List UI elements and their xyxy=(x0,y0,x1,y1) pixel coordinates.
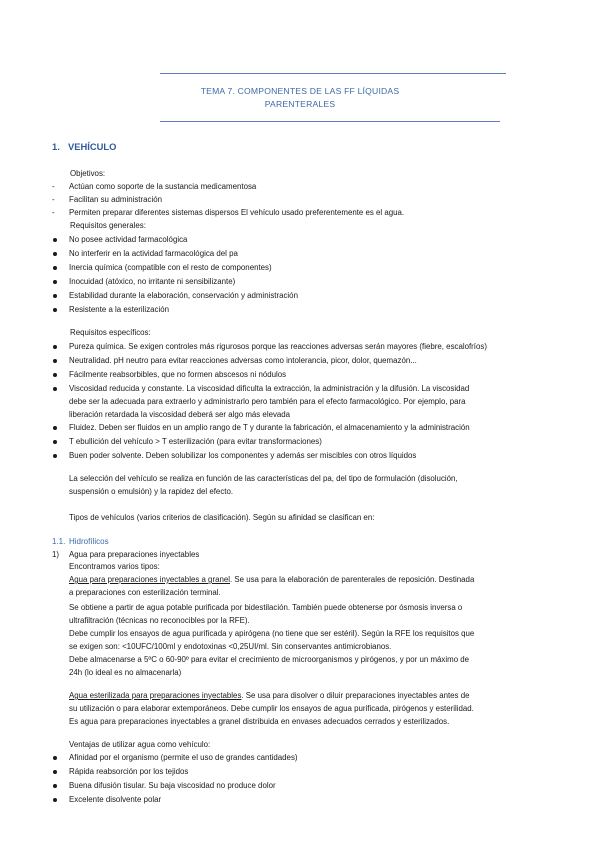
list-item xyxy=(69,303,169,316)
dash-marker: - xyxy=(52,195,55,204)
bullet-marker xyxy=(53,798,57,802)
bullet-marker xyxy=(53,440,57,444)
header-top-rule xyxy=(160,73,506,74)
subsection-title: Hidrofílicos xyxy=(69,537,109,546)
almacenarse-line: Debe almacenarse a 5ºC o 60-90º para evitar el crecimiento de microorganismos y pirógenos, y por un máximo de xyxy=(69,655,470,664)
list-item xyxy=(69,340,487,353)
dash-marker: - xyxy=(52,208,55,217)
list-item xyxy=(69,354,417,367)
list-item xyxy=(69,765,188,778)
list-item-text: Buen poder solvente. Deben solubilizar los componentes y además ser miscibles con otros líquidos xyxy=(69,451,417,460)
list-item xyxy=(69,779,276,792)
ventajas-label: Ventajas de utilizar agua como vehículo: xyxy=(69,740,211,749)
list-item xyxy=(52,180,257,193)
granel-line xyxy=(69,573,474,586)
dash-marker: - xyxy=(52,182,55,191)
list-item-text: Afinidad por el organismo (permite el uso de grandes cantidades) xyxy=(69,753,298,762)
section-title: VEHÍCULO xyxy=(68,141,117,152)
list-item-text: Fluidez. Deben ser fluidos en un amplio rango de T y durante la fabricación, el almacenamiento y la administración xyxy=(69,423,470,432)
bullet-marker xyxy=(53,373,57,377)
list-item-text: Neutralidad. pH neutro para evitar reacciones adversas como intolerancia, picor, dolor, quemazón... xyxy=(69,356,417,365)
list-item xyxy=(69,247,238,260)
bullet-marker xyxy=(53,345,57,349)
ensayos-line: se exigen son: <10UFC/100ml y endotoxinas <0,25UI/ml. Sin conservantes antimicrobianos. xyxy=(69,642,392,651)
list-item xyxy=(52,206,405,219)
list-item xyxy=(69,382,469,395)
list-item-text: Permiten preparar diferentes sistemas dispersos El vehículo usado preferentemente es el agua. xyxy=(69,208,405,217)
section-number: 1. xyxy=(52,141,60,152)
subsection-number: 1.1. xyxy=(52,537,66,546)
list-item-text: Viscosidad reducida y constante. La viscosidad dificulta la extracción, la administración y la difusión. La viscosidad xyxy=(69,384,470,393)
list-item-text: Facilitan su administración xyxy=(69,195,162,204)
list-item xyxy=(69,289,298,302)
list-item-text: Excelente disolvente polar xyxy=(69,795,162,804)
obtiene-line: ultrafiltración (técnicas no reconocibles por la RFE). xyxy=(69,616,250,625)
item-number: 1) xyxy=(52,550,60,559)
list-item xyxy=(52,193,162,206)
bullet-marker xyxy=(53,454,57,458)
req-especificos-label: Requisitos específicos: xyxy=(70,328,151,337)
granel-line2: a preparaciones con esterilización terminal. xyxy=(69,588,221,597)
encontramos-text: Encontramos varios tipos: xyxy=(69,562,160,571)
almacenarse-line: 24h (lo ideal es no almacenarla) xyxy=(69,668,182,677)
esterilizada-line xyxy=(69,689,469,702)
page-title-line2: PARENTERALES xyxy=(264,99,336,109)
list-item xyxy=(69,751,298,764)
list-item-text: Pureza química. Se exigen controles más rigurosos porque las reacciones adversas serán mayores (fiebre, escalofríos) xyxy=(69,342,487,351)
esterilizada-line: Es agua para preparaciones inyectables a granel distribuida en envases adecuados cerrados y esterilizados. xyxy=(69,717,450,726)
list-item-text: Rápida reabsorción por los tejidos xyxy=(69,767,189,776)
list-item-text: Resistente a la esterilización xyxy=(69,305,169,314)
tipos-paragraph: Tipos de vehículos (varios criterios de clasificación). Según su afinidad se clasifican en: xyxy=(69,513,375,522)
page-title-line1: TEMA 7. COMPONENTES DE LAS FF LÍQUIDAS xyxy=(200,86,400,96)
bullet-marker xyxy=(53,252,57,256)
item-title: Agua para preparaciones inyectables xyxy=(69,550,200,559)
bullet-marker xyxy=(53,238,57,242)
list-item xyxy=(69,449,416,462)
list-item xyxy=(69,261,272,274)
subsection-heading xyxy=(52,535,109,548)
bullet-marker xyxy=(53,359,57,363)
ensayos-line: Debe cumplir los ensayos de agua purificada y apirógena (no tiene que ser estéril). Según la RFE los requisitos que xyxy=(69,629,475,638)
bullet-marker xyxy=(53,784,57,788)
list-item-text: No posee actividad farmacológica xyxy=(69,235,188,244)
granel-title: Agua para preparaciones inyectables a granel xyxy=(69,575,230,584)
granel-description: . Se usa para la elaboración de parenterales de reposición. Destinada xyxy=(230,575,475,584)
bullet-marker xyxy=(53,770,57,774)
list-item xyxy=(69,275,235,288)
bullet-marker xyxy=(53,308,57,312)
list-item xyxy=(69,793,161,806)
objetivos-label: Objetivos: xyxy=(70,169,106,178)
seleccion-paragraph-line: La selección del vehículo se realiza en función de las características del pa, del tipo de formulación (disolución, xyxy=(69,474,458,483)
list-item-text: No interferir en la actividad farmacológica del pa xyxy=(69,249,238,258)
list-item xyxy=(69,421,470,434)
list-item-continuation: debe ser la adecuada para extraerlo y administrarlo pero también para el efecto farmacológico. Por ejemplo, para xyxy=(69,397,466,406)
list-item-text: Fácilmente reabsorbibles, que no formen abscesos ni nódulos xyxy=(69,370,287,379)
obtiene-line: Se obtiene a partir de agua potable purificada por bidestilación. También puede obtenerse por ósmosis inversa o xyxy=(69,603,463,612)
list-item-text: Actúan como soporte de la sustancia medicamentosa xyxy=(69,182,257,191)
req-generales-label: Requisitos generales: xyxy=(70,221,146,230)
list-item-text: Estabilidad durante la elaboración, conservación y administración xyxy=(69,291,298,300)
bullet-marker xyxy=(53,294,57,298)
list-item xyxy=(69,368,286,381)
seleccion-paragraph-line: suspensión o emulsión) y la rapidez del efecto. xyxy=(69,487,234,496)
bullet-marker xyxy=(53,426,57,430)
list-item xyxy=(69,435,322,448)
header-bottom-rule xyxy=(160,121,500,122)
list-item-continuation: liberación retardada la viscosidad deberá ser algo más elevada xyxy=(69,410,291,419)
esterilizada-description: . Se usa para disolver o diluir preparaciones inyectables antes de xyxy=(241,691,470,700)
esterilizada-title: Agua esterilizada para preparaciones inyectables xyxy=(69,691,242,700)
bullet-marker xyxy=(53,266,57,270)
section-heading xyxy=(52,141,116,153)
list-item-text: Inocuidad (atóxico, no irritante ni sensibilizante) xyxy=(69,277,236,286)
list-item xyxy=(69,233,187,246)
list-item-text: T ebullición del vehículo > T esterilización (para evitar transformaciones) xyxy=(69,437,322,446)
bullet-marker xyxy=(53,756,57,760)
bullet-marker xyxy=(53,387,57,391)
bullet-marker xyxy=(53,280,57,284)
list-item-text: Inercia química (compatible con el resto de componentes) xyxy=(69,263,272,272)
list-item-text: Buena difusión tisular. Su baja viscosidad no produce dolor xyxy=(69,781,276,790)
esterilizada-line: su utilización o para elaborar extemporáneos. Debe cumplir los ensayos de agua purificada, pirógenos y esterilidad. xyxy=(69,704,474,713)
